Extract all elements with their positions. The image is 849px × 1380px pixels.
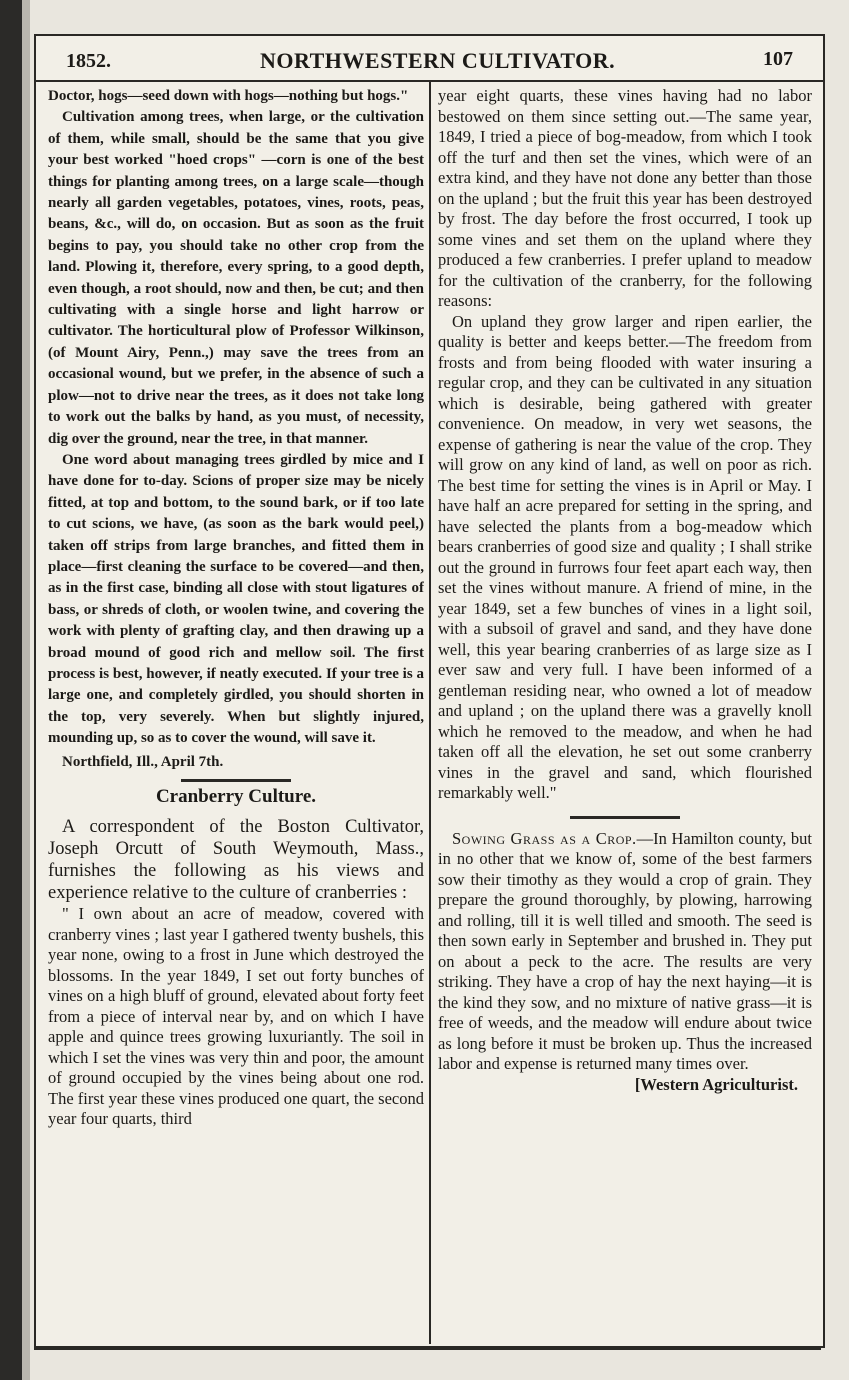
paragraph: One word about managing trees girdled by mice and I have done for to-day. Scions of proper size may be nicely fitted, at top and bottom, to the sound bark, or if too late to cut scions, we have, (as soon as the bark would peel,) taken off strips from large branches, and fitted them in place—first cleaning the surface to be covered—and then, as in the first case, binding all close with stout ligatures of bass, or shreds of cloth, or woolen twine, and covering the work with plenty of grafting clay, and then drawing up a broad mound of good rich and mellow soil. The first process is best, however, if neatly executed. If your tree is a large one, and completely girdled, you should shorten in the top, very severely. When but slightly injured, mounding up, so as to cover the wound, will save it. — [48, 451, 424, 747]
paragraph — [438, 829, 812, 1075]
divider — [181, 779, 291, 782]
article-body: —In Hamilton county, but in no other that we know of, some of the best farmers sow their timothy as they would a crop of grain. They prepare the ground thoroughly, by plowing, harrowing and rolling, till it is well tilled and smooth. The seed is then sown early in September and brushed in. They put on about a peck to the acre. The results are very striking. They have a crop of hay the next haying—it is the kind they sow, and no mixture of native grass—it is free of weeds, and the meadow will endure about twice as long before it must be broken up. Thus the increased labor and expense is returned many times over. — [438, 828, 812, 1073]
paragraph: Cultivation among trees, when large, or the cultivation of them, while small, should be the same that you give your best worked "hoed crops" —corn is one of the best things for planting among trees, on a large scale—though nearly all garden vegetables, potatoes, vines, roots, peas, beans, &c., will do, on occasion. But as soon as the fruit begins to pay, you should take no other crop from the land. Plowing it, therefore, every spring, to a good depth, even though, a root should, now and then, be cut; and then cultivating with a single horse and light harrow or cultivator. The horticultural plow of Professor Wilkinson, (of Mount Airy, Penn.,) may save the trees from an occasional wound, but we prefer, in the absence of such a plow—not to drive near the trees, as it does not take long to work out the balks by hand, as you must, of necessity, dig over the ground, near the tree, in that manner. — [48, 109, 424, 447]
book-spine — [0, 0, 22, 1380]
divider — [570, 816, 680, 819]
signature: Northfield, Ill., April 7th. — [62, 753, 224, 770]
source-credit: [Western Agriculturist. — [634, 1074, 798, 1094]
section-title: Cranberry Culture. — [155, 786, 317, 807]
page-bottom-rule — [34, 1346, 821, 1350]
paragraph: Doctor, hogs—seed down with hogs—nothing but hogs." — [48, 88, 409, 104]
right-column — [438, 86, 812, 1336]
header-year: 1852. — [66, 50, 111, 72]
header-page-number: 107 — [763, 48, 793, 70]
article-heading: Sowing Grass as a Crop. — [452, 828, 637, 848]
paragraph: year eight quarts, these vines having had no labor bestowed on them since setting out.—The same year, 1849, I tried a piece of bog-meadow, from which I took off the turf and then set the vines, which were of an extra kind, and they have not done any better than those on the upland ; but the fruit this year has been destroyed by frost. The day before the frost occurred, I took up some vines and set them on the upland where they produced a few cranberries. I prefer upland to meadow for the cultivation of the cranberry, for the following reasons: — [438, 86, 812, 310]
header-title: NORTHWESTERN CULTIVATOR. — [260, 48, 616, 73]
quote-paragraph: " I own about an acre of meadow, covered with cranberry vines ; last year I gathered twenty bushels, this year none, owing to a frost in June which destroyed the blossoms. In the year 1849, I set out forty bunches of vines on a high bluff of ground, elevated about forty feet from a piece of interval near by, and on which I have apple and quince trees growing luxuriantly. The soil in which I set the vines was very thin and poor, the amount of ground occupied by the vines being about one rod. The first year these vines produced one quart, the second year four quarts, third — [48, 904, 424, 1128]
page-header — [36, 36, 823, 82]
column-rule — [429, 82, 431, 1344]
left-column — [48, 86, 424, 1336]
lead-paragraph: A correspondent of the Boston Cultivator, Joseph Orcutt of South Weymouth, Mass., furnishes the following as his views and experience relative to the culture of cranberries : — [48, 817, 424, 903]
newspaper-page — [34, 34, 825, 1348]
paragraph: On upland they grow larger and ripen earlier, the quality is better and keeps better.—The freedom from frosts and from being flooded with water insuring a regular crop, and they can be cultivated in any situation which is desirable, being gathered with greater convenience. On meadow, in very wet seasons, the expense of gathering is near the value of the crop. They will grow on any kind of land, as well on poor as rich. The best time for setting the vines is in April or May. I have half an acre prepared for setting in the spring, and have selected the plants from a bog-meadow which bears cranberries of good size and quality ; I shall strike out the ground in furrows four feet apart each way, then set the vines without manure. A friend of mine, in the year 1849, set a few bunches of vines in a light soil, with a subsoil of gravel and sand, and they have done well, this year bearing cranberries of as large size as I ever saw and very full. I have been informed of a gentleman residing near, who owned a lot of meadow and upland ; on the upland there was a gravelly knoll which he removed to the meadow, and when he had taken off all the elevation, he set out some cranberry vines in the gravel and sand, which flourished remarkably well." — [438, 311, 812, 802]
page-edge — [22, 0, 30, 1380]
